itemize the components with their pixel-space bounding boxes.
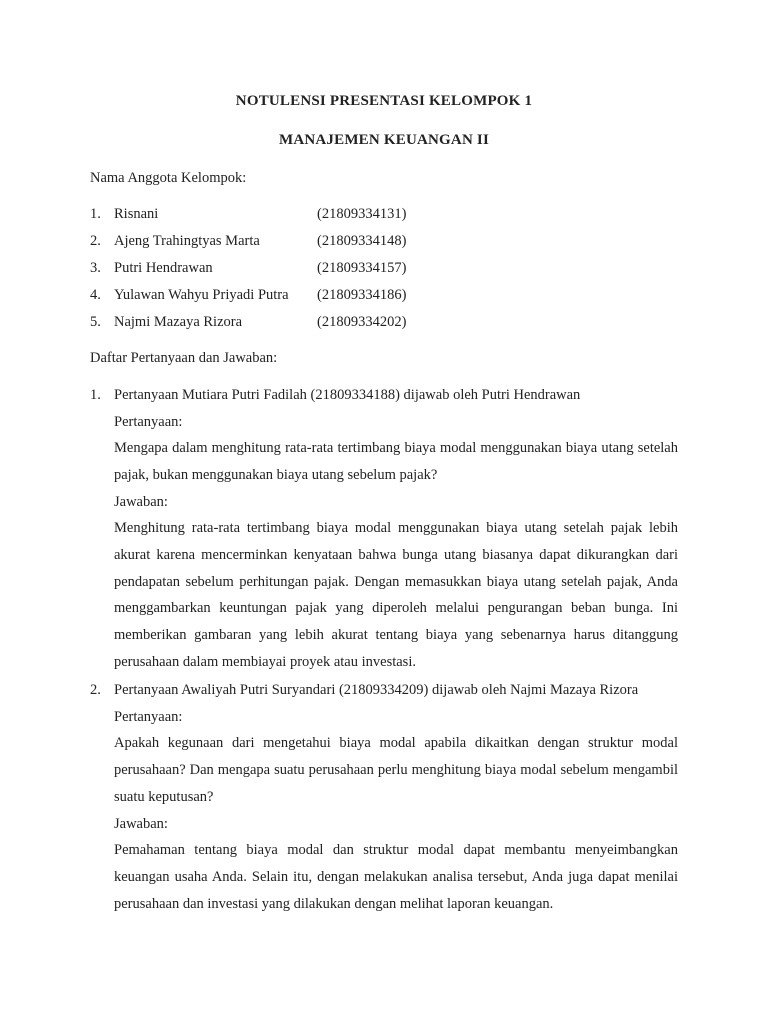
list-number: 1. bbox=[90, 387, 101, 403]
answer-text: Menghitung rata-rata tertimbang biaya modal menggunakan biaya utang setelah pajak lebih akurat karena mencerminkan kenyataan bahwa bunga utang biasanya dapat dikurangkan dari pendapatan sebelum perhitungan pajak. Dengan memasukkan biaya utang setelah pajak, Anda menggambarkan keuntungan pajak yang diperoleh melalui pengurangan beban bunga. Ini memberikan gambaran yang lebih akurat tentang biaya yang sebenarnya harus ditanggung perusahaan dalam membiayai proyek atau investasi. bbox=[114, 520, 678, 670]
qa-heading: Daftar Pertanyaan dan Jawaban: bbox=[90, 350, 278, 366]
answer-text: Pemahaman tentang biaya modal dan struktur modal dapat membantu menyeimbangkan keuangan usaha Anda. Selain itu, dengan melakukan analisa tersebut, Anda juga dapat menilai perusahaan dan investasi yang dilakukan dengan melihat laporan keuangan. bbox=[114, 842, 678, 912]
member-name: Ajeng Trahingtyas Marta bbox=[114, 233, 260, 249]
question-text: Apakah kegunaan dari mengetahui biaya modal apabila dikaitkan dengan struktur modal perusahaan? Dan mengapa suatu perusahaan perlu menghitung biaya modal sebelum mengambil suatu keputusan? bbox=[114, 735, 678, 805]
member-id: (21809334202) bbox=[317, 314, 407, 330]
list-number: 5. bbox=[90, 314, 101, 330]
question-label: Pertanyaan: bbox=[114, 414, 183, 430]
document-title: NOTULENSI PRESENTASI KELOMPOK 1 bbox=[235, 93, 533, 109]
member-id: (21809334157) bbox=[317, 260, 407, 276]
member-id: (21809334131) bbox=[317, 206, 407, 222]
answer-label: Jawaban: bbox=[114, 816, 168, 832]
member-name: Najmi Mazaya Rizora bbox=[114, 314, 243, 330]
list-number: 4. bbox=[90, 287, 101, 303]
member-name: Risnani bbox=[114, 206, 159, 222]
qa-header: Pertanyaan Mutiara Putri Fadilah (21809334188) dijawab oleh Putri Hendrawan bbox=[114, 387, 581, 403]
member-id: (21809334186) bbox=[317, 287, 407, 303]
answer-label: Jawaban: bbox=[114, 494, 168, 510]
member-name: Putri Hendrawan bbox=[114, 260, 213, 276]
list-number: 3. bbox=[90, 260, 101, 276]
list-number: 2. bbox=[90, 682, 101, 698]
member-name: Yulawan Wahyu Priyadi Putra bbox=[114, 287, 289, 303]
question-text: Mengapa dalam menghitung rata-rata tertimbang biaya modal menggunakan biaya utang setelah pajak, bukan menggunakan biaya utang sebelum pajak? bbox=[114, 440, 678, 483]
document-subtitle: MANAJEMEN KEUANGAN II bbox=[278, 132, 490, 148]
list-number: 2. bbox=[90, 233, 101, 249]
member-id: (21809334148) bbox=[317, 233, 407, 249]
members-heading: Nama Anggota Kelompok: bbox=[90, 170, 247, 186]
qa-header: Pertanyaan Awaliyah Putri Suryandari (21809334209) dijawab oleh Najmi Mazaya Rizora bbox=[114, 682, 639, 698]
list-number: 1. bbox=[90, 206, 101, 222]
question-label: Pertanyaan: bbox=[114, 709, 183, 725]
